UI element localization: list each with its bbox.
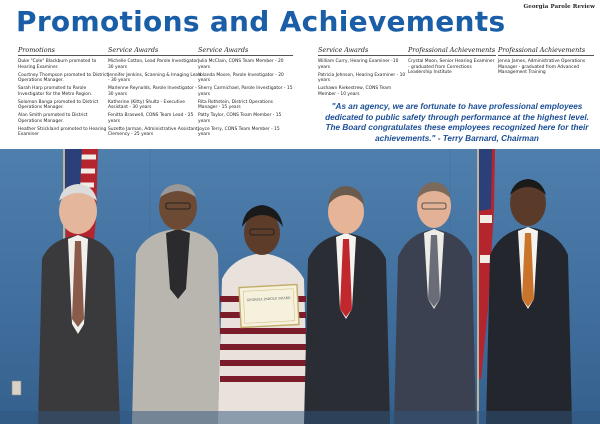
list-item: Duke "Cole" Blackburn promoted to Hearing Examiner. bbox=[18, 59, 97, 70]
column-heading: Promotions bbox=[18, 46, 113, 56]
list-item: Marlenne Reynolds, Parole Investigator - 30 years bbox=[108, 86, 197, 97]
group-photo-illustration bbox=[0, 149, 600, 424]
list-item: Joyce Terry, CONS Team Member - 15 years bbox=[198, 126, 280, 138]
brand-name: Georgia Parole Review bbox=[523, 4, 595, 10]
list-item: Fenitta Braswell, CONS Team Lead - 25 years bbox=[108, 113, 194, 124]
page-title: Promotions and Achievements bbox=[16, 5, 506, 38]
list-item: Katherine (Kitty) Shultz - Executive Assistant - 30 years bbox=[108, 99, 185, 111]
list-item: Alan Smith promoted to District Operations Manager. bbox=[18, 113, 88, 124]
certificate bbox=[239, 285, 299, 328]
column-professional-achievements-1 bbox=[408, 46, 496, 78]
person-4 bbox=[304, 186, 390, 424]
list-item: Julia McClain, CONS Team Member - 20 years bbox=[198, 59, 284, 70]
chairman-quote: "As an agency, we are fortunate to have professional employees dedicated to public safety through performance at the highest level. The Board congratulates these employees recognized here for their achievements." - Terry Barnard, Chairman bbox=[325, 102, 589, 143]
person-6 bbox=[486, 179, 572, 424]
list-item: Suzette Jarman, Administrative Assistant, Clemency - 25 years bbox=[108, 126, 200, 138]
column-promotions bbox=[18, 46, 113, 140]
list-item: Michelle Cotton, Lead Parole Investigator - 30 years bbox=[108, 59, 201, 70]
person-2 bbox=[132, 184, 222, 424]
list-item: Sarah Harp promoted to Parole Investigator for the Metro Region. bbox=[18, 86, 93, 97]
column-service-awards-2 bbox=[198, 46, 293, 140]
list-item: William Curry, Hearing Examiner -10 years bbox=[318, 59, 399, 70]
column-service-awards-3 bbox=[318, 46, 408, 100]
certificate-text: GEORGIA PAROLE BOARD bbox=[246, 295, 291, 303]
column-heading: Service Awards bbox=[198, 46, 293, 56]
list-item: Jenna James, Administrative Operations Manager - graduated from Advanced Management Training bbox=[498, 59, 586, 76]
list-item: Yolanda Moore, Parole Investigator - 20 years bbox=[198, 72, 284, 84]
list-item: Solomon Banga promoted to District Operations Manager. bbox=[18, 99, 99, 111]
list-item: Crystal Moon, Senior Hearing Examiner - graduated from Corrections Leadership Institute bbox=[408, 59, 495, 76]
person-1 bbox=[38, 184, 120, 424]
list-item: Patty Taylor, CONS Team Member - 15 years bbox=[198, 113, 282, 124]
column-service-awards-1 bbox=[108, 46, 203, 140]
person-5 bbox=[394, 182, 476, 424]
list-item: Lushawn Riekestrew, CONS Team Member - 10 years bbox=[318, 86, 392, 97]
column-heading: Service Awards bbox=[108, 46, 203, 56]
group-photo bbox=[0, 149, 600, 424]
list-item: Sherry Carmichael, Parole Investigator - 15 years bbox=[198, 86, 293, 97]
list-item: Courtney Thompson promoted to District Operations Manager. bbox=[18, 72, 109, 84]
column-professional-achievements-2 bbox=[498, 46, 594, 78]
list-item: Patricia Johnson, Hearing Examiner - 10 years bbox=[318, 72, 406, 84]
column-heading: Professional Achievements bbox=[498, 46, 594, 56]
list-item: Heather Strickland promoted to Hearing Examiner bbox=[18, 126, 107, 138]
column-heading: Service Awards bbox=[318, 46, 408, 56]
column-heading: Professional Achievements bbox=[408, 46, 496, 54]
list-item: Rita Rothstein, District Operations Manager - 15 years bbox=[198, 99, 273, 111]
list-item: Jennifer Jenkins, Scanning & Imaging Lead - 30 years bbox=[108, 72, 201, 84]
